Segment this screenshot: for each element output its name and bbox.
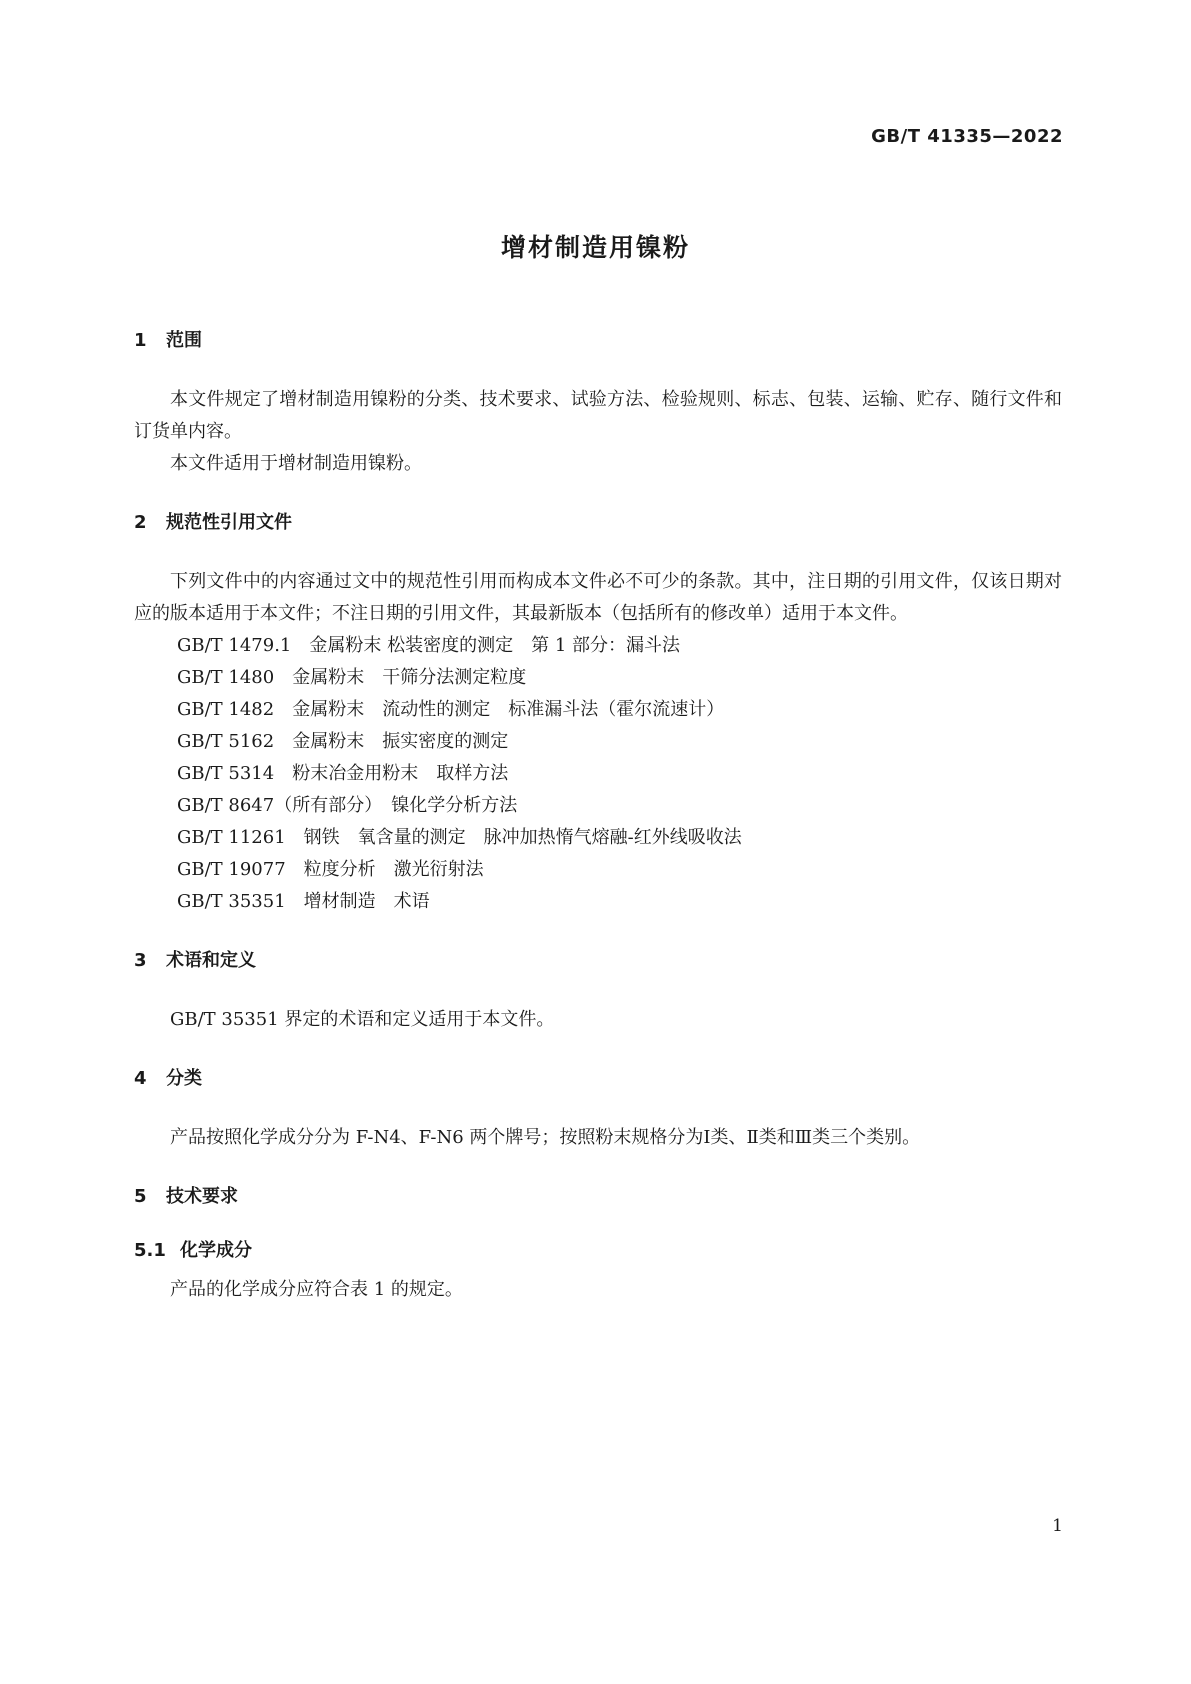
section-3-heading <box>134 948 1062 974</box>
reference-item: GB/T 35351 增材制造 术语 <box>177 891 430 912</box>
reference-item: GB/T 19077 粒度分析 激光衍射法 <box>177 859 484 880</box>
reference-item: GB/T 1482 金属粉末 流动性的测定 标准漏斗法（霍尔流速计） <box>177 699 725 720</box>
section-number: 1 <box>134 330 147 351</box>
page-number: 1 <box>1052 1516 1063 1536</box>
reference-item: GB/T 1479.1 金属粉末 松装密度的测定 第 1 部分：漏斗法 <box>177 635 680 656</box>
subsection-number: 5.1 <box>134 1240 166 1261</box>
standard-number: GB/T 41335—2022 <box>871 126 1063 147</box>
reference-item: GB/T 5314 粉末冶金用粉末 取样方法 <box>177 763 509 784</box>
section-title: 技术要求 <box>166 1186 238 1207</box>
section-title: 范围 <box>166 330 202 351</box>
paragraph: GB/T 35351 界定的术语和定义适用于本文件。 <box>170 1009 555 1030</box>
subsection-5-1-heading <box>134 1238 1062 1264</box>
paragraph: 本文件适用于增材制造用镍粉。 <box>170 453 422 474</box>
paragraph: 产品按照化学成分分为 F-N4、F-N6 两个牌号；按照粉末规格分为Ⅰ类、Ⅱ类和Ⅲ类三个类别。 <box>170 1127 921 1148</box>
document-body <box>134 328 1062 1306</box>
section-2-heading <box>134 510 1062 536</box>
document-title: 增材制造用镍粉 <box>500 233 690 262</box>
reference-list <box>134 630 1062 918</box>
subsection-title: 化学成分 <box>180 1240 252 1261</box>
reference-item: GB/T 1480 金属粉末 干筛分法测定粒度 <box>177 667 527 688</box>
paragraph: 下列文件中的内容通过文中的规范性引用而构成本文件必不可少的条款。其中，注日期的引用文件，仅该日期对应的版本适用于本文件；不注日期的引用文件，其最新版本（包括所有的修改单）适用于本文件。 <box>134 571 1062 624</box>
paragraph: 产品的化学成分应符合表 1 的规定。 <box>170 1279 463 1300</box>
section-title: 术语和定义 <box>166 950 256 971</box>
section-number: 5 <box>134 1186 147 1207</box>
section-number: 3 <box>134 950 147 971</box>
section-number: 2 <box>134 512 147 533</box>
section-title: 分类 <box>166 1068 202 1089</box>
section-title: 规范性引用文件 <box>166 512 292 533</box>
section-number: 4 <box>134 1068 147 1089</box>
section-5-heading <box>134 1184 1062 1210</box>
section-1-heading <box>134 328 1062 354</box>
reference-item: GB/T 5162 金属粉末 振实密度的测定 <box>177 731 509 752</box>
reference-item: GB/T 11261 钢铁 氧含量的测定 脉冲加热惰气熔融-红外线吸收法 <box>177 827 742 848</box>
reference-item: GB/T 8647（所有部分） 镍化学分析方法 <box>177 795 518 816</box>
paragraph: 本文件规定了增材制造用镍粉的分类、技术要求、试验方法、检验规则、标志、包装、运输、贮存、随行文件和订货单内容。 <box>134 389 1062 442</box>
section-4-heading <box>134 1066 1062 1092</box>
